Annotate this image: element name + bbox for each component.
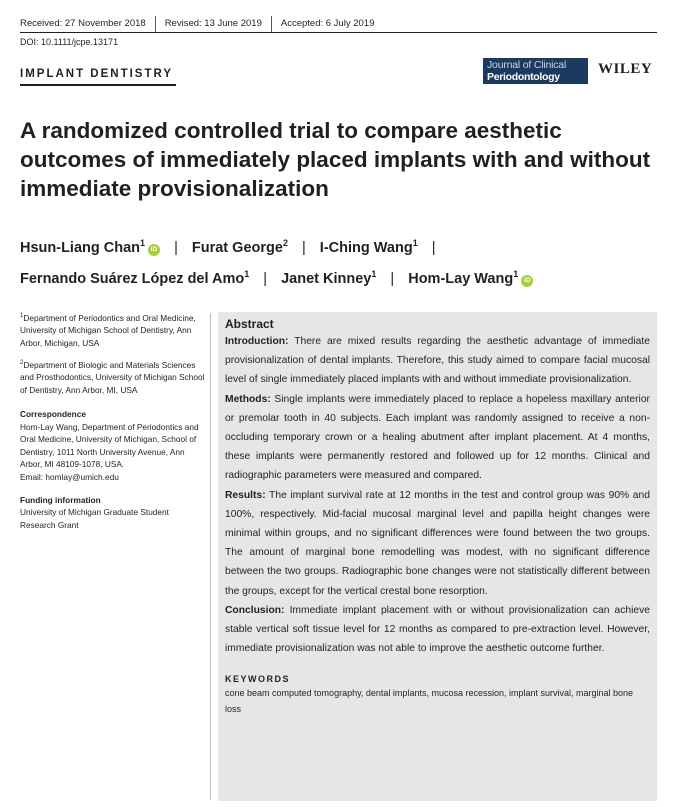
abstract-conclusion: Conclusion: Immediate implant placement with or without provisionalization can achieve stable vertical soft tissue level for 12 months as compared to pre-extraction level. However, immediate provisionalization was not able to improve the aesthetic outcome further. xyxy=(225,604,650,655)
abstract-box xyxy=(218,312,657,801)
funding-heading: Funding information xyxy=(20,494,101,505)
correspondence-text: Hom-Lay Wang, Department of Periodontics and Oral Medicine, University of Michigan, School of Dentistry, 1011 North University Avenue, Ann Arbor, MI 48109-1078, USA. xyxy=(20,421,199,470)
author-separator: | xyxy=(174,239,178,256)
affiliation: $^1$Department of Periodontics and Oral Medicine, University of Michigan School of Dentistry, Ann Arbor, Michigan, USA xyxy=(20,312,196,348)
abstract-results: Results: The implant survival rate at 12 months in the test and control group was 90% and 100%, respectively. Mid-facial mucosal marginal level and papilla height changes were minimal within groups, and no significant differences were found between the two groups. The amount of marginal bone remodelling was modest, with no significant difference between the two groups. Radiographic bone changes were not statistically different between the groups, except for the vertical crestal bone resorption. xyxy=(225,489,650,597)
author-separator: | xyxy=(390,270,395,287)
author-separator: | xyxy=(263,270,268,287)
publisher-logo[interactable]: WILEY xyxy=(598,61,653,77)
abstract-methods: Methods: Single implants were immediately placed to replace a hopeless maxillary anterior or premolar tooth in 40 subjects. Each implant was randomly assigned to receive a non-occluding temporary crown or a healing abutment after implant placement. At 4 months, these implants were permanently restored and followed up for 12 months. Clinical and radiographic parameters were measured and compared. xyxy=(225,393,650,482)
doi[interactable]: DOI: 10.1111/jcpe.13171 xyxy=(20,37,119,47)
author-separator: | xyxy=(301,239,306,256)
affiliations-column xyxy=(20,310,206,531)
received-date: Received: 27 November 2018 xyxy=(20,16,156,32)
keywords-heading: KEYWORDS xyxy=(225,674,291,685)
abstract-heading: Abstract xyxy=(225,317,274,331)
section-label: IMPLANT DENTISTRY xyxy=(20,68,174,80)
abstract-introduction: Introduction: There are mixed results regarding the aesthetic advantage of immediate provisionalization of dental implants. Therefore, this study aimed to compare facial mucosal level of single immediately placed implants with and without immediate provisionalization. xyxy=(225,336,650,386)
header-rule xyxy=(20,32,657,33)
orcid-icon[interactable]: iD xyxy=(148,244,160,256)
author[interactable]: Fernando Suárez López del Amo$^1$ xyxy=(20,268,250,287)
article-title: A randomized controlled trial to compare aesthetic outcomes of immediately placed implants with and without immediate provisionalization xyxy=(20,118,651,201)
accepted-date: Accepted: 6 July 2019 xyxy=(280,18,375,29)
journal-logo-line1: Journal of Clinical xyxy=(487,59,567,71)
author[interactable]: Hom-Lay Wang$^1$ xyxy=(408,268,519,287)
column-divider xyxy=(210,313,211,800)
revised-date: Revised: 13 June 2019 xyxy=(156,16,272,32)
article-dates xyxy=(20,16,383,32)
keywords-text: cone beam computed tomography, dental implants, mucosa recession, implant survival, marginal bone loss xyxy=(225,688,634,714)
orcid-icon[interactable]: iD xyxy=(521,275,533,287)
author[interactable]: Hsun-Liang Chan$^1$ xyxy=(20,238,146,256)
correspondence-email[interactable]: Email: homlay@umich.edu xyxy=(20,472,119,483)
author-separator: | xyxy=(431,239,436,256)
author[interactable]: Furat George$^2$ xyxy=(191,238,288,256)
funding-text: University of Michigan Graduate Student Research Grant xyxy=(20,507,169,530)
affiliation: $^2$Department of Biologic and Materials Sciences and Prosthodontics, University of Michigan School of Dentistry, Ann Arbor, MI, USA xyxy=(20,359,205,395)
author-list xyxy=(20,230,660,292)
section-underline xyxy=(20,84,176,86)
journal-logo[interactable] xyxy=(483,58,588,84)
author[interactable]: I-Ching Wang$^1$ xyxy=(319,238,418,256)
journal-logo-line2: Periodontology xyxy=(487,71,560,83)
correspondence-heading: Correspondence xyxy=(20,409,86,420)
author[interactable]: Janet Kinney$^1$ xyxy=(281,268,377,287)
